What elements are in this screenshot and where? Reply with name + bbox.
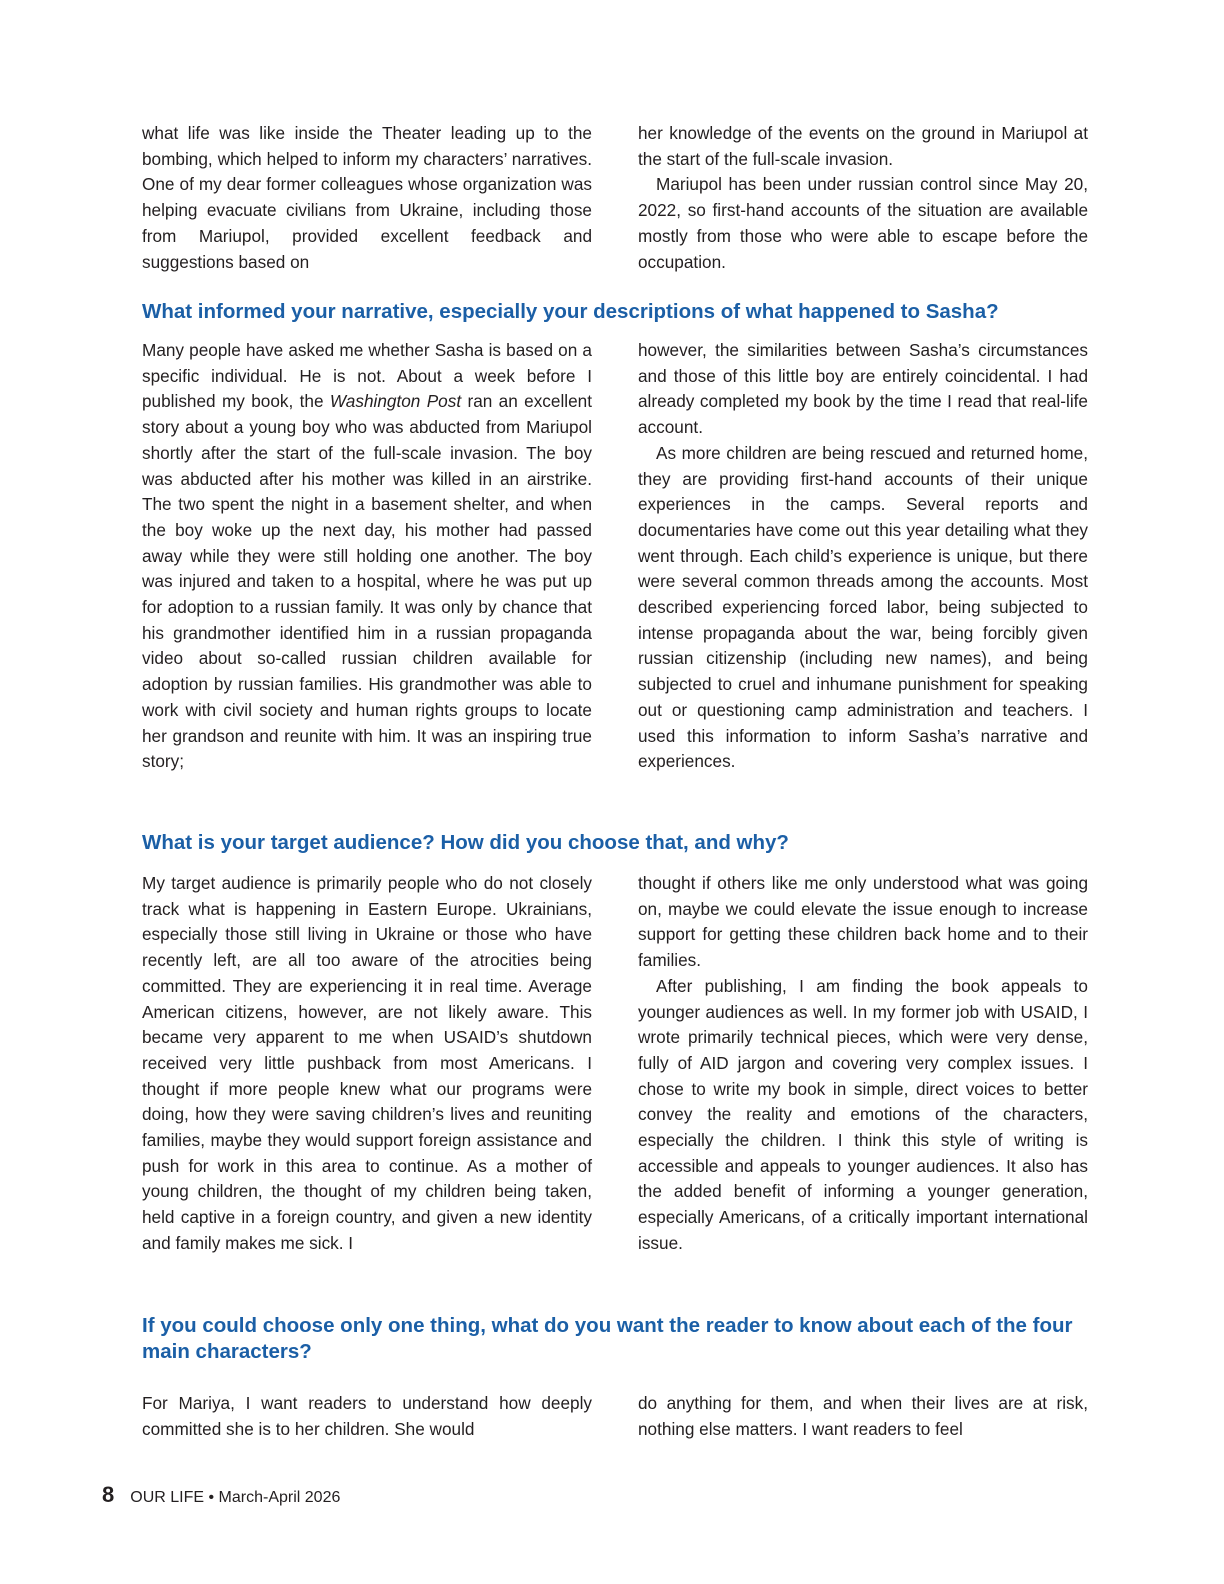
paragraph: After publishing, I am finding the book appeals to younger audiences as well. In my former job with USAID, I wrote primarily technical pieces, which were very dense, fully of AID jargon and covering very complex issues. I chose to write my book in simple, direct voices to better convey the reality and emotions of the characters, especially the children. I think this style of writing is accessible and appeals to younger audiences. It also has the added benefit of informing a younger generation, especially Americans, of a critically important international issue. [638, 975, 1088, 1253]
left-column [142, 1391, 592, 1442]
left-column [142, 121, 592, 275]
section-heading-narrative: What informed your narrative, especially your descriptions of what happened to Sasha? [142, 300, 999, 323]
right-column [638, 1391, 1088, 1442]
intro-columns [142, 121, 1088, 275]
characters-columns [142, 1391, 1088, 1442]
paragraph: do anything for them, and when their lives are at risk, nothing else matters. I want readers to feel [638, 1393, 1088, 1439]
paragraph: thought if others like me only understood what was going on, maybe we could elevate the issue enough to increase support for getting these children back home and to their families. [638, 873, 1088, 971]
paragraph: however, the similarities between Sasha’s circumstances and those of this little boy are entirely coincidental. I had already completed my book by the time I read that real-life account. [638, 340, 1088, 438]
left-column [142, 871, 592, 1257]
section-heading-characters: If you could choose only one thing, what do you want the reader to know about each of the four main characters? [142, 1314, 1073, 1363]
paragraph: My target audience is primarily people who do not closely track what is happening in Eastern Europe. Ukrainians, especially those still living in Ukraine or those who have recently left, are all too aware of the atrocities being committed. They are experiencing it in real time. Average American citizens, however, are not likely aware. This became very apparent to me when USAID’s shutdown received very little pushback from most Americans. I thought if more people knew what our programs were doing, how they were saving children’s lives and reuniting families, maybe they would support foreign assistance and push for work in this area to continue. As a mother of young children, the thought of my children being taken, held captive in a foreign country, and given a new identity and family makes me sick. I [142, 873, 592, 1253]
right-column [638, 338, 1088, 775]
right-column [638, 871, 1088, 1257]
left-column [142, 338, 592, 775]
paragraph: As more children are being rescued and returned home, they are providing first-hand accounts of their unique experiences in the camps. Several reports and documentaries have come out this year detailing what they went through. Each child’s experience is unique, but there were several common threads among the accounts. Most described experiencing forced labor, being subjected to intense propaganda about the war, being forcibly given russian citizenship (including new names), and being subjected to cruel and inhumane punishment for speaking out or questioning camp administration and teachers. I used this information to inform Sasha’s narrative and experiences. [638, 442, 1088, 772]
page-footer [102, 1482, 340, 1508]
paragraph: Many people have asked me whether Sasha is based on a specific individual. He is not. About a week before I published my book, the Washington Post ran an excellent story about a young boy who was abducted from Mariupol shortly after the start of the full-scale invasion. The boy was abducted after his mother was killed in an airstrike. The two spent the night in a basement shelter, and when the boy woke up the next day, his mother had passed away while they were still holding one another. The boy was injured and taken to a hospital, where he was put up for adoption to a russian family. It was only by chance that his grandmother identified him in a russian propaganda video about so-called russian children available for adoption by russian families. His grandmother was able to work with civil society and human rights groups to locate her grandson and reunite with him. It was an inspiring true story; [142, 340, 592, 772]
section-heading-audience: What is your target audience? How did you choose that, and why? [142, 831, 789, 854]
audience-columns [142, 871, 1088, 1257]
publication-title: Washington Post [329, 391, 462, 412]
paragraph: her knowledge of the events on the ground in Mariupol at the start of the full-scale invasion. [638, 123, 1088, 169]
narrative-columns [142, 338, 1088, 775]
paragraph: For Mariya, I want readers to understand how deeply committed she is to her children. She would [142, 1393, 592, 1439]
paragraph: Mariupol has been under russian control since May 20, 2022, so first-hand accounts of the situation are available mostly from those who were able to escape before the occupation. [638, 174, 1088, 272]
paragraph: what life was like inside the Theater leading up to the bombing, which helped to inform my characters’ narratives. One of my dear former colleagues whose organization was helping evacuate civilians from Ukraine, including those from Mariupol, provided excellent feedback and suggestions based on [142, 123, 592, 272]
publication-info: OUR LIFE • March-April 2026 [130, 1489, 341, 1506]
page-number: 8 [102, 1482, 115, 1507]
right-column [638, 121, 1088, 275]
